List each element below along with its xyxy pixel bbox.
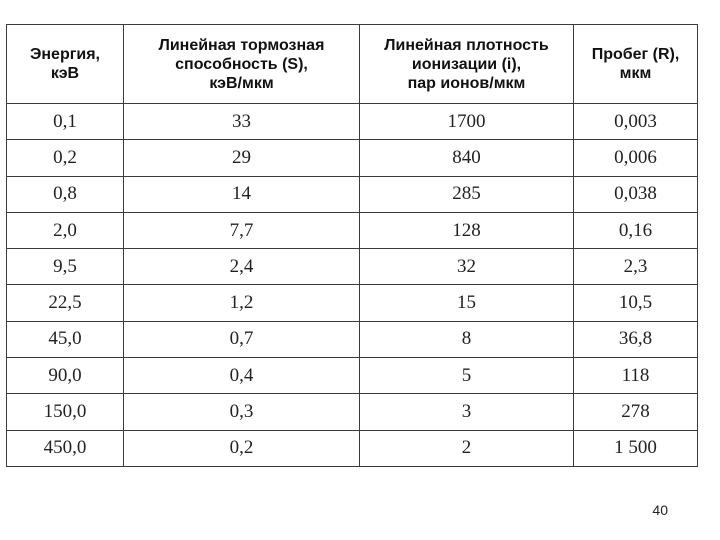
cell-ionization-density: 128 xyxy=(360,212,574,248)
cell-energy: 22,5 xyxy=(7,285,124,321)
header-range-line-2: мкм xyxy=(619,65,652,82)
cell-energy: 0,1 xyxy=(7,104,124,140)
header-ionization-density-line-3: пар ионов/мкм xyxy=(407,74,526,92)
cell-range: 0,006 xyxy=(574,140,698,176)
table-row xyxy=(7,321,698,357)
cell-range: 118 xyxy=(574,358,698,394)
cell-ionization-density: 840 xyxy=(360,140,574,176)
table-row xyxy=(7,249,698,285)
table-row xyxy=(7,358,698,394)
cell-range: 278 xyxy=(574,394,698,430)
header-energy-line-2: кэВ xyxy=(50,65,80,82)
table-row xyxy=(7,430,698,466)
electron-energy-table xyxy=(6,24,698,467)
cell-energy: 2,0 xyxy=(7,212,124,248)
header-stopping-power-line-1: Линейная тормозная xyxy=(158,36,325,54)
cell-stopping-power: 0,4 xyxy=(124,358,360,394)
cell-ionization-density: 3 xyxy=(360,394,574,430)
cell-ionization-density: 8 xyxy=(360,321,574,357)
header-stopping-power-line-3: кэВ/мкм xyxy=(209,74,274,92)
cell-energy: 0,8 xyxy=(7,176,124,212)
table-row xyxy=(7,176,698,212)
table-row xyxy=(7,104,698,140)
cell-energy: 150,0 xyxy=(7,394,124,430)
header-range xyxy=(574,25,698,104)
cell-energy: 45,0 xyxy=(7,321,124,357)
table-row xyxy=(7,394,698,430)
cell-stopping-power: 1,2 xyxy=(124,285,360,321)
cell-ionization-density: 2 xyxy=(360,430,574,466)
header-energy xyxy=(7,25,124,104)
cell-energy: 450,0 xyxy=(7,430,124,466)
header-ionization-density-line-2: ионизации (i), xyxy=(411,55,522,73)
data-table-container xyxy=(6,24,697,467)
cell-ionization-density: 32 xyxy=(360,249,574,285)
cell-range: 10,5 xyxy=(574,285,698,321)
cell-range: 0,038 xyxy=(574,176,698,212)
table-body xyxy=(7,104,698,467)
cell-range: 2,3 xyxy=(574,249,698,285)
cell-stopping-power: 0,2 xyxy=(124,430,360,466)
header-energy-line-1: Энергия, xyxy=(30,46,100,63)
header-stopping-power-line-2: способность (S), xyxy=(175,55,308,73)
cell-stopping-power: 14 xyxy=(124,176,360,212)
cell-range: 0,16 xyxy=(574,212,698,248)
header-range-line-1: Пробег (R), xyxy=(591,46,680,63)
cell-energy: 90,0 xyxy=(7,358,124,394)
cell-ionization-density: 15 xyxy=(360,285,574,321)
cell-stopping-power: 2,4 xyxy=(124,249,360,285)
cell-range: 0,003 xyxy=(574,104,698,140)
table-row xyxy=(7,140,698,176)
cell-stopping-power: 7,7 xyxy=(124,212,360,248)
cell-range: 36,8 xyxy=(574,321,698,357)
page-number: 40 xyxy=(652,502,668,518)
cell-energy: 9,5 xyxy=(7,249,124,285)
cell-ionization-density: 5 xyxy=(360,358,574,394)
header-ionization-density xyxy=(360,25,574,104)
header-ionization-density-line-1: Линейная плотность xyxy=(384,36,549,54)
header-row xyxy=(7,25,698,104)
table-header xyxy=(7,25,698,104)
header-stopping-power xyxy=(124,25,360,104)
cell-ionization-density: 285 xyxy=(360,176,574,212)
cell-stopping-power: 33 xyxy=(124,104,360,140)
cell-stopping-power: 0,3 xyxy=(124,394,360,430)
cell-stopping-power: 29 xyxy=(124,140,360,176)
cell-energy: 0,2 xyxy=(7,140,124,176)
table-row xyxy=(7,285,698,321)
table-row xyxy=(7,212,698,248)
cell-stopping-power: 0,7 xyxy=(124,321,360,357)
cell-range: 1 500 xyxy=(574,430,698,466)
cell-ionization-density: 1700 xyxy=(360,104,574,140)
